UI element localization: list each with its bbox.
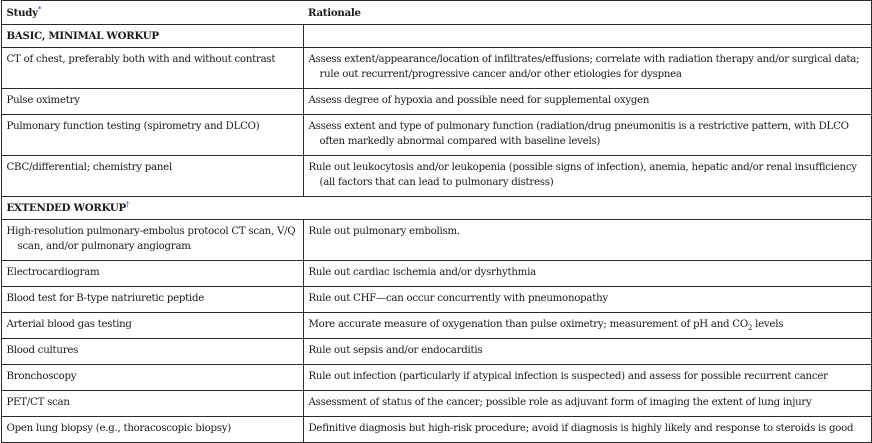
section-title-cell — [1, 197, 871, 220]
subscript: 2 — [747, 324, 753, 333]
study-cell: Blood cultures — [1, 339, 303, 365]
rationale-cell: Rule out cardiac ischemia and/or dysrhythmia — [303, 261, 871, 287]
rationale-cell: Assess degree of hypoxia and possible need for supplemental oxygen — [303, 89, 871, 115]
study-cell: Electrocardiogram — [1, 261, 303, 287]
study-cell: CBC/differential; chemistry panel — [1, 156, 303, 197]
rationale-cell: Assess extent and type of pulmonary function (radiation/drug pneumonitis is a restrictive pattern, with DLCO often markedly abnormal compared with baseline levels) — [303, 115, 871, 156]
workup-table — [1, 0, 872, 443]
study-cell: CT of chest, preferably both with and without contrast — [1, 48, 303, 89]
table-row — [1, 89, 871, 115]
section-empty-cell — [303, 25, 871, 48]
rationale-cell — [303, 313, 871, 339]
table-row — [1, 417, 871, 443]
study-cell: High-resolution pulmonary-embolus protocol CT scan, V/Q scan, and/or pulmonary angiogram — [1, 220, 303, 261]
rationale-cell: Assessment of status of the cancer; possible role as adjuvant form of imaging the extent of lung injury — [303, 391, 871, 417]
footnote-marker-star[interactable]: * — [37, 4, 42, 14]
table-row — [1, 115, 871, 156]
rationale-text: More accurate measure of oxygenation than pulse oximetry; measurement of pH and CO — [308, 319, 748, 330]
table-row — [1, 365, 871, 391]
table-row — [1, 391, 871, 417]
table-row — [1, 313, 871, 339]
rationale-cell: Rule out infection (particularly if atypical infection is suspected) and assess for possible recurrent cancer — [303, 365, 871, 391]
section-title: EXTENDED WORKUP — [6, 202, 126, 214]
section-row-basic — [1, 25, 871, 48]
table-row — [1, 48, 871, 89]
rationale-cell: Assess extent/appearance/location of infiltrates/effusions; correlate with radiation therapy and/or surgical data; rule out recurrent/progressive cancer and/or other etiologies for dyspnea — [303, 48, 871, 89]
footnote-marker-dagger[interactable]: † — [125, 199, 130, 209]
rationale-cell: Rule out leukocytosis and/or leukopenia (possible signs of infection), anemia, hepatic and/or renal insufficiency (all factors that can lead to pulmonary distress) — [303, 156, 871, 197]
header-rationale: Rationale — [303, 1, 871, 25]
rationale-text-end: levels — [752, 319, 784, 330]
section-row-extended — [1, 197, 871, 220]
table-row — [1, 339, 871, 365]
table-row — [1, 261, 871, 287]
study-cell: Bronchoscopy — [1, 365, 303, 391]
study-cell: PET/CT scan — [1, 391, 303, 417]
rationale-cell: Definitive diagnosis but high-risk procedure; avoid if diagnosis is highly likely and response to steroids is good — [303, 417, 871, 443]
study-cell: Pulmonary function testing (spirometry and DLCO) — [1, 115, 303, 156]
section-title: BASIC, MINIMAL WORKUP — [1, 25, 303, 48]
study-cell: Arterial blood gas testing — [1, 313, 303, 339]
header-study — [1, 1, 303, 25]
rationale-cell: Rule out CHF—can occur concurrently with pneumonopathy — [303, 287, 871, 313]
header-row — [1, 1, 871, 25]
header-study-label: Study — [6, 7, 38, 19]
rationale-cell: Rule out pulmonary embolism. — [303, 220, 871, 261]
study-cell: Open lung biopsy (e.g., thoracoscopic biopsy) — [1, 417, 303, 443]
study-cell: Blood test for B-type natriuretic peptide — [1, 287, 303, 313]
rationale-cell: Rule out sepsis and/or endocarditis — [303, 339, 871, 365]
table-row — [1, 287, 871, 313]
table-row — [1, 156, 871, 197]
table-row — [1, 220, 871, 261]
study-cell: Pulse oximetry — [1, 89, 303, 115]
